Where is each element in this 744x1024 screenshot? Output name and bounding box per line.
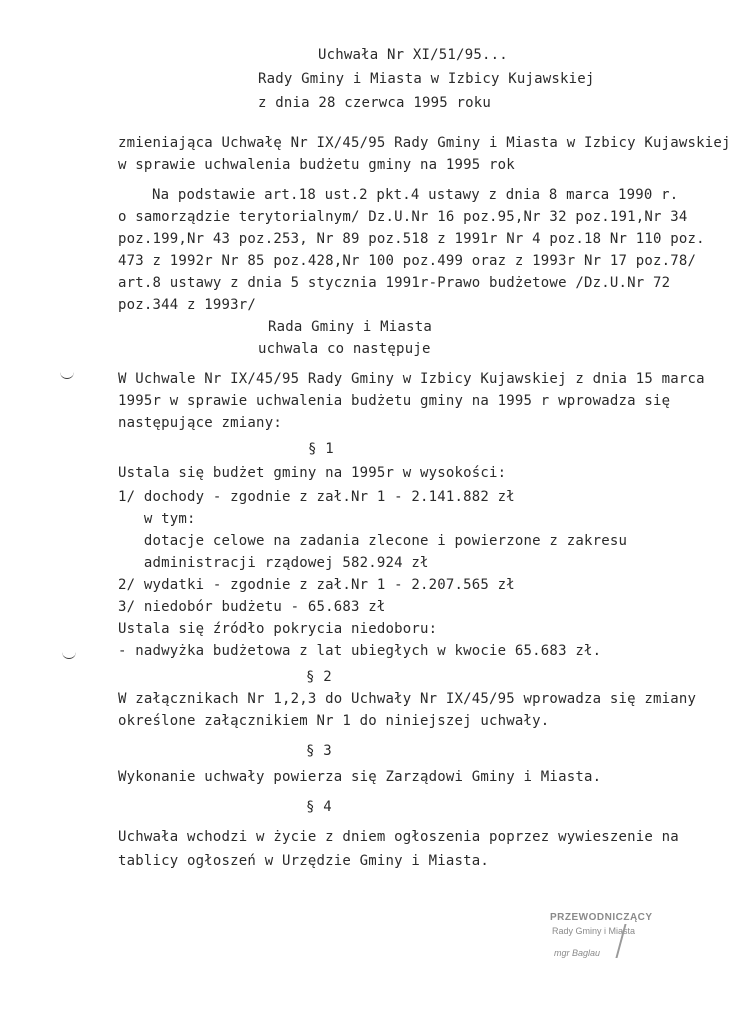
council-line: Rada Gminy i Miasta [268,319,432,335]
section-line: Uchwała wchodzi w życie z dniem ogłoszenia poprzez wywieszenie na [118,829,679,845]
section-line: W załącznikach Nr 1,2,3 do Uchwały Nr IX/45/95 wprowadza się zmiany [118,691,697,707]
margin-mark [60,372,74,379]
stamp-name: mgr Baglau [554,948,601,958]
section-line: - nadwyżka budżetowa z lat ubiegłych w kwocie 65.683 zł. [118,643,602,659]
legal-basis-line: Na podstawie art.18 ust.2 pkt.4 ustawy z dnia 8 marca 1990 r. [152,187,679,203]
section-line: określone załącznikiem Nr 1 do niniejszej uchwały. [118,713,550,729]
legal-basis-line: 473 z 1992r Nr 85 poz.428,Nr 100 poz.499 oraz z 1993r Nr 17 poz.78/ [118,253,697,269]
council-name: Rady Gminy i Miasta w Izbicy Kujawskiej [258,71,595,87]
council-line: uchwala co następuje [258,341,431,357]
intro-line: W Uchwale Nr IX/45/95 Rady Gminy w Izbicy Kujawskiej z dnia 15 marca [118,371,705,387]
section-mark: § 2 [306,669,332,685]
section-line: Ustala się budżet gminy na 1995r w wysokości: [118,465,507,481]
stamp-body: Rady Gminy i Miasta [552,926,636,936]
chairman-stamp [550,912,662,972]
section-line: 2/ wydatki - zgodnie z zał.Nr 1 - 2.207.565 zł [118,577,515,593]
intro-line: następujące zmiany: [118,415,282,431]
section-mark: § 4 [306,799,332,815]
section-line: Wykonanie uchwały powierza się Zarządowi Gminy i Miasta. [118,769,602,785]
resolution-title: Uchwała Nr XI/51/95... [318,47,508,63]
subject-line: w sprawie uchwalenia budżetu gminy na 1995 rok [118,157,515,173]
intro-line: 1995r w sprawie uchwalenia budżetu gminy na 1995 r wprowadza się [118,393,671,409]
section-line: 3/ niedobór budżetu - 65.683 zł [118,599,386,615]
legal-basis-line: art.8 ustawy z dnia 5 stycznia 1991r-Prawo budżetowe /Dz.U.Nr 72 [118,275,671,291]
section-line: dotacje celowe na zadania zlecone i powierzone z zakresu [118,533,628,549]
legal-basis-line: poz.344 z 1993r/ [118,297,257,313]
section-line: Ustala się źródło pokrycia niedoboru: [118,621,438,637]
stamp-title: PRZEWODNICZĄCY [550,912,653,923]
section-line: administracji rządowej 582.924 zł [118,555,429,571]
section-line: w tym: [118,511,196,527]
section-mark: § 1 [308,441,334,457]
subject-line: zmieniająca Uchwałę Nr IX/45/95 Rady Gminy i Miasta w Izbicy Kujawskiej [118,135,731,151]
margin-mark [62,652,76,659]
section-line: tablicy ogłoszeń w Urzędzie Gminy i Miasta. [118,853,490,869]
section-mark: § 3 [306,743,332,759]
section-line: 1/ dochody - zgodnie z zał.Nr 1 - 2.141.882 zł [118,489,515,505]
resolution-date: z dnia 28 czerwca 1995 roku [258,95,491,111]
legal-basis-line: poz.199,Nr 43 poz.253, Nr 89 poz.518 z 1991r Nr 4 poz.18 Nr 110 poz. [118,231,705,247]
legal-basis-line: o samorządzie terytorialnym/ Dz.U.Nr 16 poz.95,Nr 32 poz.191,Nr 34 [118,209,688,225]
